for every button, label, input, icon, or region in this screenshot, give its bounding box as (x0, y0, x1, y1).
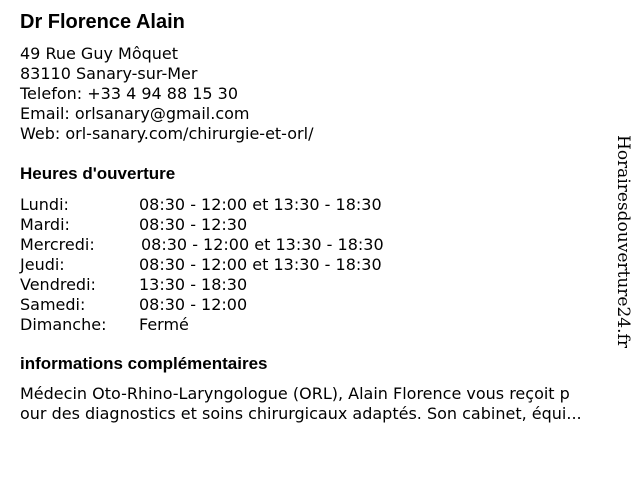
time-range: 08:30 - 12:00 et 13:30 - 18:30 (139, 195, 382, 214)
time-range: 08:30 - 12:00 et 13:30 - 18:30 (139, 255, 382, 274)
description-text (20, 384, 632, 424)
email-address: Email: orlsanary@gmail.com (20, 104, 250, 123)
phone-number: Telefon: +33 4 94 88 15 30 (20, 84, 239, 103)
time-range: 08:30 - 12:00 (139, 295, 248, 314)
day-label: Dimanche: (20, 315, 107, 334)
opening-hours-heading: Heures d'ouverture (20, 164, 176, 183)
description-line: Médecin Oto-Rhino-Laryngologue (ORL), Alain Florence vous reçoit p (20, 384, 570, 403)
day-label: Samedi: (20, 295, 86, 314)
street-address: 49 Rue Guy Môquet (20, 44, 179, 63)
time-range: 13:30 - 18:30 (139, 275, 248, 294)
website: Web: orl-sanary.com/chirurgie-et-orl/ (20, 124, 314, 143)
time-range: Fermé (139, 315, 189, 334)
day-label: Lundi: (20, 195, 69, 214)
time-range: 08:30 - 12:00 et 13:30 - 18:30 (141, 235, 384, 254)
page-title: Dr Florence Alain (20, 11, 185, 33)
site-watermark: Horairesdouverture24.fr (613, 135, 633, 348)
city-postcode: 83110 Sanary-sur-Mer (20, 64, 198, 83)
day-label: Mercredi: (20, 235, 95, 254)
description-line: our des diagnostics et soins chirurgicaux adaptés. Son cabinet, équi... (20, 404, 582, 423)
day-label: Jeudi: (20, 255, 65, 274)
day-label: Mardi: (20, 215, 70, 234)
time-range: 08:30 - 12:30 (139, 215, 248, 234)
day-label: Vendredi: (20, 275, 96, 294)
address-block (20, 44, 313, 144)
additional-info-heading: informations complémentaires (20, 354, 268, 373)
